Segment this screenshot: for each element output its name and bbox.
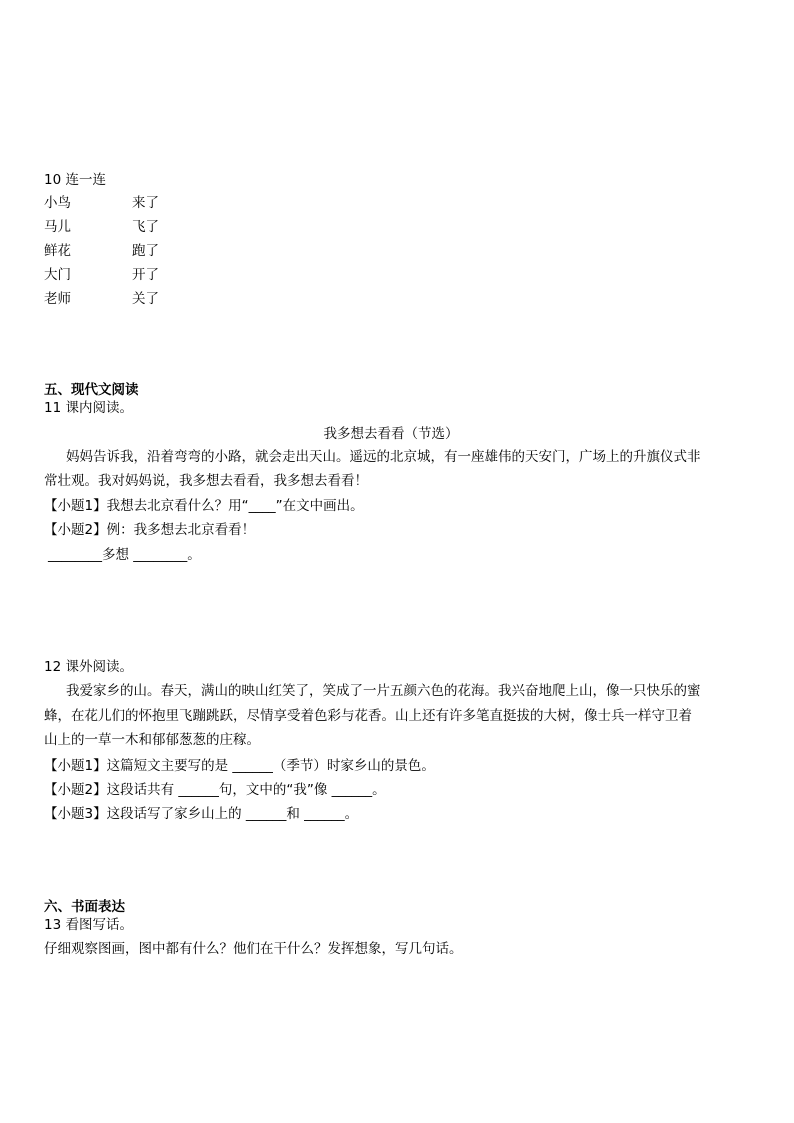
q10-left-item: 大门 — [44, 267, 71, 283]
q12-passage-line: 蜂，在花儿们的怀抱里飞蹦跳跃，尽情享受着色彩与花香。山上还有许多笔直挺拔的大树，像士兵一样守卫着 — [44, 708, 692, 724]
q10-right-item: 关了 — [132, 291, 159, 307]
q12-title: 12 课外阅读。 — [44, 659, 133, 675]
q11-title: 11 课内阅读。 — [44, 400, 133, 416]
section6-heading: 六、书面表达 — [44, 899, 125, 915]
section5-heading: 五、现代文阅读 — [44, 382, 139, 398]
q10-right-item: 来了 — [132, 195, 159, 211]
q11-passage-title: 我多想去看看（节选） — [323, 426, 459, 442]
q11-sub1: 【小题1】我想去北京看什么？用“____”在文中画出。 — [44, 498, 364, 514]
q11-passage-line: 常壮观。我对妈妈说，我多想去看看，我多想去看看！ — [44, 473, 368, 489]
q11-sub2: 【小题2】例：我多想去北京看看！ — [44, 522, 256, 538]
q13-prompt: 仔细观察图画，图中都有什么？他们在干什么？发挥想象，写几句话。 — [44, 941, 463, 957]
q10-right-item: 飞了 — [132, 219, 159, 235]
q11-sub2-answer-line: ________多想 ________。 — [48, 547, 201, 563]
q10-right-item: 开了 — [132, 267, 159, 283]
q10-left-item: 鲜花 — [44, 243, 71, 259]
q12-sub2: 【小题2】这段话共有 ______句，文中的“我”像 ______。 — [44, 782, 386, 798]
q10-title: 10 连一连 — [44, 172, 106, 188]
q12-sub3: 【小题3】这段话写了家乡山上的 ______和 ______。 — [44, 806, 359, 822]
q11-passage-line: 妈妈告诉我，沿着弯弯的小路，就会走出天山。遥远的北京城，有一座雄伟的天安门，广场上的升旗仪式非 — [66, 449, 701, 465]
q10-right-item: 跑了 — [132, 243, 159, 259]
q10-left-item: 马儿 — [44, 219, 71, 235]
q12-passage-line: 我爱家乡的山。春天，满山的映山红笑了，笑成了一片五颜六色的花海。我兴奋地爬上山，像一只快乐的蜜 — [66, 683, 701, 699]
q12-passage-line: 山上的一草一木和郁郁葱葱的庄稼。 — [44, 732, 260, 748]
q13-title: 13 看图写话。 — [44, 917, 133, 933]
q12-sub1: 【小题1】这篇短文主要写的是 ______（季节）时家乡山的景色。 — [44, 758, 435, 774]
q10-left-item: 小鸟 — [44, 195, 71, 211]
q10-left-item: 老师 — [44, 291, 71, 307]
